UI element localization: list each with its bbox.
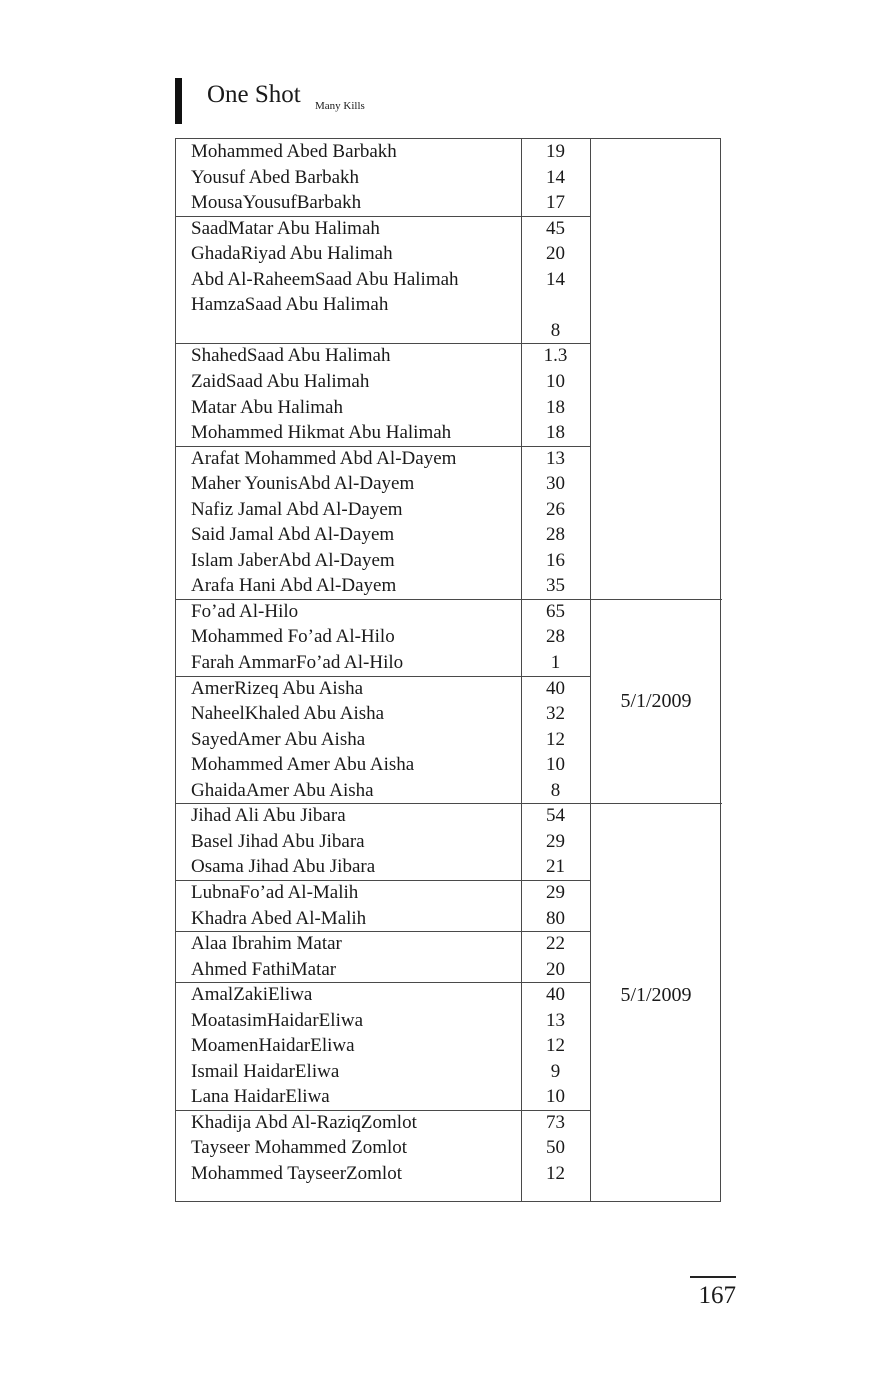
victim-age: 18 xyxy=(546,396,565,418)
incident-date: 5/1/2009 xyxy=(620,983,692,1006)
table-row xyxy=(176,573,521,599)
victim-name: AmerRizeq Abu Aisha xyxy=(191,677,364,699)
victim-name: MoatasimHaidarEliwa xyxy=(191,1009,364,1031)
victim-name: AmalZakiEliwa xyxy=(191,984,313,1006)
victim-name: MousaYousufBarbakh xyxy=(191,192,362,214)
table-row xyxy=(176,1084,521,1110)
table-row xyxy=(176,292,521,318)
book-subtitle: Many Kills xyxy=(315,100,365,112)
header-bar xyxy=(175,78,182,124)
victim-name: Arafa Hani Abd Al-Dayem xyxy=(191,575,397,597)
victim-age: 30 xyxy=(546,473,565,495)
victim-age: 50 xyxy=(546,1137,565,1159)
victim-age: 13 xyxy=(546,1009,565,1031)
victim-age: 22 xyxy=(546,933,565,955)
victim-age: 18 xyxy=(546,422,565,444)
victim-name: Mohammed Abed Barbakh xyxy=(191,141,397,162)
victim-age: 12 xyxy=(546,1163,565,1184)
victim-name: Ahmed FathiMatar xyxy=(191,958,337,980)
victim-age: 28 xyxy=(546,626,565,648)
victim-age: 32 xyxy=(546,703,565,725)
victim-name: SayedAmer Abu Aisha xyxy=(191,728,366,750)
victim-name: Nafiz Jamal Abd Al-Dayem xyxy=(191,498,403,520)
book-title: One Shot xyxy=(207,81,301,108)
victim-name: Mohammed Hikmat Abu Halimah xyxy=(191,422,452,444)
table-row xyxy=(176,318,521,344)
victim-name: ZaidSaad Abu Halimah xyxy=(191,370,370,392)
victim-age: 40 xyxy=(546,984,565,1006)
victim-age: 29 xyxy=(546,881,565,903)
table-row xyxy=(176,216,521,242)
victim-age: 16 xyxy=(546,549,565,571)
victim-name: Ismail HaidarEliwa xyxy=(191,1060,340,1082)
victim-age: 26 xyxy=(546,498,565,520)
column-divider-date xyxy=(590,139,591,1201)
victim-age: 14 xyxy=(546,166,565,188)
table-row xyxy=(176,190,521,216)
table-row xyxy=(176,1135,521,1161)
victim-age: 12 xyxy=(546,728,565,750)
victim-age: 13 xyxy=(546,447,565,469)
table-row xyxy=(176,522,521,548)
table-row xyxy=(176,471,521,497)
victim-name: Fo’ad Al-Hilo xyxy=(191,600,299,622)
victim-name: Islam JaberAbd Al-Dayem xyxy=(191,549,395,571)
victim-age: 21 xyxy=(546,856,565,878)
table-row xyxy=(176,1059,521,1085)
table-row xyxy=(176,854,521,880)
table-row xyxy=(176,165,521,191)
table-row xyxy=(176,497,521,523)
victim-age: 8 xyxy=(550,319,561,341)
victim-age: 10 xyxy=(546,370,565,392)
incident-date: 5/1/2009 xyxy=(620,690,692,713)
victim-name: Mohammed Fo’ad Al-Hilo xyxy=(191,626,395,648)
table-row xyxy=(176,369,521,395)
victim-age: 19 xyxy=(546,141,565,162)
victim-name: Khadija Abd Al-RaziqZomlot xyxy=(191,1111,417,1133)
victim-name: Farah AmmarFo’ad Al-Hilo xyxy=(191,652,404,673)
victim-age: 20 xyxy=(546,243,565,265)
victim-name: Tayseer Mohammed Zomlot xyxy=(191,1137,408,1159)
table-row xyxy=(176,701,521,727)
victim-age: 45 xyxy=(546,217,565,239)
victim-age: 29 xyxy=(546,830,565,852)
victim-age: 1 xyxy=(550,652,561,673)
table-row xyxy=(176,343,521,369)
victim-age: 10 xyxy=(546,754,565,776)
victim-age: 54 xyxy=(546,805,565,827)
victim-name: Arafat Mohammed Abd Al-Dayem xyxy=(191,447,457,469)
table-row xyxy=(176,548,521,574)
victim-name: Abd Al-RaheemSaad Abu Halimah xyxy=(191,268,459,290)
victim-name: Yousuf Abed Barbakh xyxy=(191,166,360,188)
victim-name: Basel Jihad Abu Jibara xyxy=(191,830,365,852)
victim-age: 35 xyxy=(546,575,565,597)
victim-age: 14 xyxy=(546,268,565,290)
victim-name: Jihad Ali Abu Jibara xyxy=(191,805,346,827)
victim-age: 10 xyxy=(546,1086,565,1108)
victim-name: Lana HaidarEliwa xyxy=(191,1086,330,1108)
table-row xyxy=(176,931,521,957)
victim-name: HamzaSaad Abu Halimah xyxy=(191,294,389,316)
victim-name: Mohammed Amer Abu Aisha xyxy=(191,754,415,776)
table-row xyxy=(176,752,521,778)
victim-age: 17 xyxy=(546,192,565,214)
table-row xyxy=(176,650,521,676)
victim-name: GhadaRiyad Abu Halimah xyxy=(191,243,393,265)
victim-name: GhaidaAmer Abu Aisha xyxy=(191,779,374,801)
table-row xyxy=(176,1110,521,1136)
table-row xyxy=(176,906,521,932)
table-row xyxy=(176,624,521,650)
table-row xyxy=(176,676,521,702)
victim-age: 9 xyxy=(550,1060,561,1082)
table-row xyxy=(176,1033,521,1059)
victim-age: 40 xyxy=(546,677,565,699)
victim-name: Matar Abu Halimah xyxy=(191,396,343,418)
victim-age: 28 xyxy=(546,524,565,546)
victim-name: Maher YounisAbd Al-Dayem xyxy=(191,473,415,495)
table-row xyxy=(176,446,521,472)
table-row xyxy=(176,803,521,829)
victim-name: MoamenHaidarEliwa xyxy=(191,1035,355,1057)
table-row xyxy=(176,778,521,804)
victim-age: 65 xyxy=(546,600,565,622)
victim-age: 73 xyxy=(546,1111,565,1133)
victim-name: Khadra Abed Al-Malih xyxy=(191,907,367,929)
victim-age: 8 xyxy=(550,779,561,801)
table-row xyxy=(176,727,521,753)
table-row xyxy=(176,829,521,855)
table-row xyxy=(176,395,521,421)
victim-age: 20 xyxy=(546,958,565,980)
victim-name: NaheelKhaled Abu Aisha xyxy=(191,703,385,725)
table-row xyxy=(176,139,521,165)
victim-name: Said Jamal Abd Al-Dayem xyxy=(191,524,395,546)
table-row xyxy=(176,1161,521,1187)
victim-name: LubnaFo’ad Al-Malih xyxy=(191,881,359,903)
page-number: 167 xyxy=(690,1276,736,1310)
table-row xyxy=(176,1008,521,1034)
victim-age: 1.3 xyxy=(543,345,568,367)
table-row xyxy=(176,420,521,446)
table-row xyxy=(176,599,521,625)
table-row xyxy=(176,982,521,1008)
victims-table xyxy=(175,138,721,1202)
table-row xyxy=(176,880,521,906)
victim-name: Mohammed TayseerZomlot xyxy=(191,1163,402,1184)
table-row xyxy=(176,267,521,293)
table-row xyxy=(176,957,521,983)
victim-name: Osama Jihad Abu Jibara xyxy=(191,856,376,878)
victim-name: SaadMatar Abu Halimah xyxy=(191,217,380,239)
victim-name: Alaa Ibrahim Matar xyxy=(191,933,342,955)
table-row xyxy=(176,241,521,267)
victim-age: 80 xyxy=(546,907,565,929)
victim-name: ShahedSaad Abu Halimah xyxy=(191,345,391,367)
victim-age: 12 xyxy=(546,1035,565,1057)
